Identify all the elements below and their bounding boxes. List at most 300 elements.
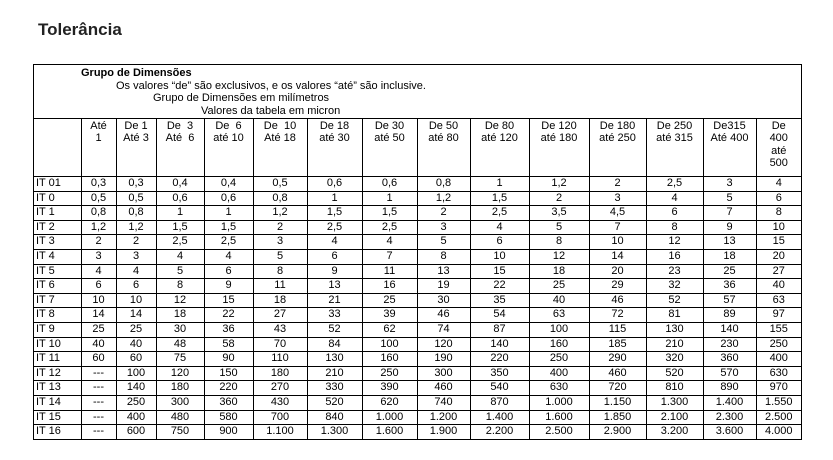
table-cell: 1.900	[417, 425, 470, 440]
table-cell: 390	[362, 381, 417, 396]
header-note-units-micron: Valores da tabela em micron	[201, 104, 341, 117]
column-header	[756, 119, 801, 177]
table-cell: 350	[470, 366, 529, 381]
column-header-line: De 250	[656, 120, 693, 132]
table-cell: 60	[81, 352, 116, 367]
table-cell: 25	[362, 293, 417, 308]
table-cell: 39	[362, 308, 417, 323]
table-cell: 3	[253, 235, 307, 250]
row-label: IT 1	[34, 206, 81, 221]
table-cell: 10	[116, 293, 156, 308]
table-cell: 9	[307, 264, 362, 279]
table-cell: 8	[756, 206, 801, 221]
table-cell: 460	[589, 366, 646, 381]
table-cell: 12	[529, 249, 589, 264]
table-cell: 400	[116, 410, 156, 425]
row-label: IT 2	[34, 220, 81, 235]
table-cell: 20	[756, 249, 801, 264]
table-cell: 21	[307, 293, 362, 308]
column-header-line: Até 6	[165, 132, 195, 145]
table-cell: 580	[204, 410, 253, 425]
column-header-line: até 50	[374, 132, 405, 145]
table-cell: 0,6	[204, 191, 253, 206]
table-cell: 1.000	[362, 410, 417, 425]
table-cell: 18	[529, 264, 589, 279]
table-cell: 810	[646, 381, 703, 396]
table-cell: 20	[589, 264, 646, 279]
column-header-line: até 80	[428, 132, 459, 145]
table-cell: 4	[307, 235, 362, 250]
column-header-line: até 250	[599, 132, 636, 145]
table-cell: 1.000	[529, 395, 589, 410]
table-cell: 1,2	[81, 220, 116, 235]
table-cell: 360	[204, 395, 253, 410]
table-cell: 1,2	[529, 177, 589, 192]
column-header-line: De 180	[599, 120, 636, 132]
table-cell: 25	[116, 322, 156, 337]
table-cell: 2.200	[470, 425, 529, 440]
table-cell: 0,5	[116, 191, 156, 206]
table-cell: 1,2	[116, 220, 156, 235]
table-cell: 2.500	[756, 410, 801, 425]
tolerance-table-frame	[33, 64, 802, 440]
table-cell: 2,5	[204, 235, 253, 250]
column-header-line: De 3	[166, 120, 194, 132]
table-row	[34, 410, 801, 425]
table-cell: 0,4	[156, 177, 204, 192]
table-cell: 40	[756, 279, 801, 294]
column-header	[417, 119, 470, 177]
row-label: IT 4	[34, 249, 81, 264]
row-label: IT 3	[34, 235, 81, 250]
table-cell: 13	[307, 279, 362, 294]
table-cell: 290	[589, 352, 646, 367]
table-cell: 140	[116, 381, 156, 396]
table-cell: 2	[253, 220, 307, 235]
table-cell: 2.500	[529, 425, 589, 440]
table-cell: 630	[756, 366, 801, 381]
table-cell: 46	[417, 308, 470, 323]
column-header-line: De 1	[124, 120, 148, 132]
table-cell: 180	[253, 366, 307, 381]
table-cell: 81	[646, 308, 703, 323]
table-cell: 18	[253, 293, 307, 308]
table-cell: 30	[156, 322, 204, 337]
table-cell: 0,8	[116, 206, 156, 221]
column-header-line: até	[771, 144, 787, 157]
table-cell: 400	[756, 352, 801, 367]
table-cell: 5	[253, 249, 307, 264]
table-cell: 40	[116, 337, 156, 352]
table-cell: 1.850	[589, 410, 646, 425]
table-cell: 7	[362, 249, 417, 264]
table-cell: 6	[116, 279, 156, 294]
table-cell: 2	[81, 235, 116, 250]
table-cell: 140	[703, 322, 756, 337]
table-cell: 1.100	[253, 425, 307, 440]
table-cell: 25	[81, 322, 116, 337]
table-cell: 1	[470, 177, 529, 192]
table-cell: 250	[116, 395, 156, 410]
table-cell: 185	[589, 337, 646, 352]
table-cell: 23	[646, 264, 703, 279]
table-cell: 190	[417, 352, 470, 367]
row-label: IT 8	[34, 308, 81, 323]
table-cell: 3	[703, 177, 756, 192]
table-cell: 1	[204, 206, 253, 221]
table-cell: 0,8	[417, 177, 470, 192]
table-cell: ---	[81, 395, 116, 410]
group-title: Grupo de Dimensões	[81, 67, 192, 79]
table-cell: 74	[417, 322, 470, 337]
table-cell: 2	[589, 177, 646, 192]
table-cell: 570	[703, 366, 756, 381]
column-header	[156, 119, 204, 177]
table-cell: 6	[204, 264, 253, 279]
table-cell: 600	[116, 425, 156, 440]
column-header-line: até 180	[540, 132, 578, 145]
table-cell: 140	[470, 337, 529, 352]
table-cell: 330	[307, 381, 362, 396]
table-cell: 220	[470, 352, 529, 367]
table-cell: 400	[529, 366, 589, 381]
column-header-line: até 315	[656, 132, 693, 145]
table-cell: 54	[470, 308, 529, 323]
column-header-line: De 18	[319, 120, 350, 132]
table-cell: 130	[307, 352, 362, 367]
table-cell: 2,5	[646, 177, 703, 192]
table-cell: 27	[253, 308, 307, 323]
table-cell: 12	[156, 293, 204, 308]
table-cell: 46	[589, 293, 646, 308]
table-cell: 63	[529, 308, 589, 323]
table-cell: 1.600	[529, 410, 589, 425]
column-header-line: De 50	[428, 120, 459, 132]
table-cell: 115	[589, 322, 646, 337]
column-header	[646, 119, 703, 177]
table-cell: 13	[703, 235, 756, 250]
table-cell: 460	[417, 381, 470, 396]
table-cell: 16	[362, 279, 417, 294]
table-row	[34, 177, 801, 192]
table-header-block	[34, 65, 801, 118]
table-cell: 1,5	[362, 206, 417, 221]
table-cell: 3,5	[529, 206, 589, 221]
table-cell: 70	[253, 337, 307, 352]
column-header-line: 1	[95, 132, 102, 145]
column-header-line: De 6	[215, 120, 242, 132]
table-cell: 27	[756, 264, 801, 279]
table-cell: 2,5	[362, 220, 417, 235]
table-cell: 840	[307, 410, 362, 425]
column-header	[116, 119, 156, 177]
column-header-line: De 120	[541, 120, 577, 132]
table-cell: 3.200	[646, 425, 703, 440]
table-cell: 7	[703, 206, 756, 221]
table-cell: 8	[529, 235, 589, 250]
table-cell: 1,5	[204, 220, 253, 235]
table-cell: 2.900	[589, 425, 646, 440]
table-cell: 1.150	[589, 395, 646, 410]
table-row	[34, 293, 801, 308]
table-cell: 8	[646, 220, 703, 235]
table-cell: 360	[703, 352, 756, 367]
table-cell: 210	[646, 337, 703, 352]
table-cell: 33	[307, 308, 362, 323]
table-cell: 84	[307, 337, 362, 352]
table-cell: 480	[156, 410, 204, 425]
table-cell: 150	[204, 366, 253, 381]
table-cell: 2.300	[703, 410, 756, 425]
row-label: IT 9	[34, 322, 81, 337]
column-header-line: Até 3	[123, 132, 149, 145]
table-cell: 1	[307, 191, 362, 206]
table-cell: 15	[204, 293, 253, 308]
table-cell: 1.200	[417, 410, 470, 425]
table-row	[34, 308, 801, 323]
column-header-line: De 80	[484, 120, 515, 132]
table-cell: 0,3	[116, 177, 156, 192]
table-cell: 10	[81, 293, 116, 308]
table-cell: 18	[703, 249, 756, 264]
table-row	[34, 191, 801, 206]
row-label: IT 12	[34, 366, 81, 381]
table-cell: 0,8	[81, 206, 116, 221]
table-cell: 4.000	[756, 425, 801, 440]
header-note-units-mm: Grupo de Dimensões em milímetros	[153, 92, 330, 104]
table-cell: 2,5	[156, 235, 204, 250]
table-cell: 15	[470, 264, 529, 279]
row-label: IT 7	[34, 293, 81, 308]
table-cell: 250	[756, 337, 801, 352]
table-cell: 87	[470, 322, 529, 337]
table-cell: 10	[589, 235, 646, 250]
table-cell: 48	[156, 337, 204, 352]
table-cell: 0,5	[81, 191, 116, 206]
table-row	[34, 352, 801, 367]
table-row	[34, 395, 801, 410]
table-cell: 1.600	[362, 425, 417, 440]
table-cell: 630	[529, 381, 589, 396]
table-cell: 1.400	[470, 410, 529, 425]
table-cell: 3	[417, 220, 470, 235]
table-cell: 1.550	[756, 395, 801, 410]
table-cell: 8	[417, 249, 470, 264]
table-cell: 100	[116, 366, 156, 381]
column-header-line: De 30	[374, 120, 405, 132]
table-cell: 1,2	[417, 191, 470, 206]
table-cell: 4	[81, 264, 116, 279]
table-cell: 520	[646, 366, 703, 381]
column-header-line: 400	[769, 132, 788, 145]
table-cell: 270	[253, 381, 307, 396]
table-cell: 6	[307, 249, 362, 264]
column-header	[307, 119, 362, 177]
table-row	[34, 235, 801, 250]
table-cell: 970	[756, 381, 801, 396]
table-cell: 57	[703, 293, 756, 308]
table-cell: 97	[756, 308, 801, 323]
column-header-line: até 120	[481, 132, 518, 145]
column-header	[204, 119, 253, 177]
table-cell: 870	[470, 395, 529, 410]
table-cell: 72	[589, 308, 646, 323]
table-cell: 3	[589, 191, 646, 206]
tolerance-table	[34, 118, 801, 440]
column-header-line: até 30	[319, 132, 350, 145]
table-cell: 250	[529, 352, 589, 367]
table-cell: 2,5	[307, 220, 362, 235]
table-cell: 4	[116, 264, 156, 279]
column-header-line: 500	[769, 157, 788, 170]
table-cell: 220	[204, 381, 253, 396]
table-cell: 16	[646, 249, 703, 264]
table-cell: 12	[646, 235, 703, 250]
table-cell: 36	[204, 322, 253, 337]
column-header-line: Até	[90, 120, 107, 132]
table-cell: 100	[362, 337, 417, 352]
table-cell: 250	[362, 366, 417, 381]
header-note-exclusive: Os valores “de” são exclusivos, e os valores “até” são inclusive.	[116, 79, 426, 92]
table-cell: 155	[756, 322, 801, 337]
table-cell: 13	[417, 264, 470, 279]
table-row	[34, 279, 801, 294]
row-label: IT 6	[34, 279, 81, 294]
page-title: Tolerância	[38, 20, 122, 39]
table-cell: 52	[307, 322, 362, 337]
table-cell: ---	[81, 410, 116, 425]
table-cell: 3.600	[703, 425, 756, 440]
row-label-header	[34, 119, 81, 177]
table-cell: 2,5	[470, 206, 529, 221]
table-cell: 2	[529, 191, 589, 206]
table-cell: 89	[703, 308, 756, 323]
table-cell: 14	[116, 308, 156, 323]
table-cell: 160	[362, 352, 417, 367]
row-label: IT 5	[34, 264, 81, 279]
table-cell: 5	[417, 235, 470, 250]
table-cell: 1,2	[253, 206, 307, 221]
table-cell: 720	[589, 381, 646, 396]
table-cell: 2	[417, 206, 470, 221]
column-header-line: até 10	[213, 132, 244, 145]
table-cell: 52	[646, 293, 703, 308]
column-header	[529, 119, 589, 177]
table-cell: 230	[703, 337, 756, 352]
row-label: IT 13	[34, 381, 81, 396]
table-cell: 1,5	[307, 206, 362, 221]
table-cell: 14	[589, 249, 646, 264]
table-cell: 25	[703, 264, 756, 279]
column-header-line: Até 18	[264, 132, 296, 145]
table-cell: 11	[362, 264, 417, 279]
table-cell: 75	[156, 352, 204, 367]
table-cell: 300	[417, 366, 470, 381]
table-cell: 29	[589, 279, 646, 294]
column-header-line: Até 400	[710, 132, 749, 145]
table-cell: ---	[81, 381, 116, 396]
table-cell: 700	[253, 410, 307, 425]
column-header-line: De	[771, 120, 786, 132]
table-cell: 2	[116, 235, 156, 250]
table-cell: 0,6	[156, 191, 204, 206]
table-cell: 0,3	[81, 177, 116, 192]
table-cell: 740	[417, 395, 470, 410]
table-cell: 0,6	[307, 177, 362, 192]
table-cell: 0,4	[204, 177, 253, 192]
column-header	[589, 119, 646, 177]
column-header	[253, 119, 307, 177]
column-header	[470, 119, 529, 177]
table-cell: 4,5	[589, 206, 646, 221]
table-cell: 1,5	[156, 220, 204, 235]
row-label: IT 0	[34, 191, 81, 206]
table-cell: 32	[646, 279, 703, 294]
row-label: IT 16	[34, 425, 81, 440]
table-cell: 4	[646, 191, 703, 206]
table-cell: 320	[646, 352, 703, 367]
table-row	[34, 220, 801, 235]
table-cell: 10	[756, 220, 801, 235]
table-cell: 14	[81, 308, 116, 323]
table-cell: 62	[362, 322, 417, 337]
table-cell: 6	[470, 235, 529, 250]
table-cell: 18	[156, 308, 204, 323]
table-cell: 750	[156, 425, 204, 440]
table-cell: 90	[204, 352, 253, 367]
table-cell: 0,5	[253, 177, 307, 192]
table-cell: 180	[156, 381, 204, 396]
table-cell: 4	[156, 249, 204, 264]
table-cell: 5	[529, 220, 589, 235]
table-cell: 7	[589, 220, 646, 235]
table-cell: 0,8	[253, 191, 307, 206]
table-cell: 540	[470, 381, 529, 396]
table-cell: 120	[156, 366, 204, 381]
table-row	[34, 337, 801, 352]
table-cell: 8	[156, 279, 204, 294]
table-cell: 3	[81, 249, 116, 264]
table-cell: 9	[204, 279, 253, 294]
table-body	[34, 177, 801, 440]
table-cell: 900	[204, 425, 253, 440]
table-cell: 9	[703, 220, 756, 235]
table-cell: 6	[646, 206, 703, 221]
column-header	[703, 119, 756, 177]
table-cell: 1.300	[307, 425, 362, 440]
table-cell: 4	[362, 235, 417, 250]
table-cell: 0,6	[362, 177, 417, 192]
table-row	[34, 322, 801, 337]
table-cell: 19	[417, 279, 470, 294]
row-label: IT 10	[34, 337, 81, 352]
column-header-line: De 10	[263, 120, 297, 132]
row-label: IT 15	[34, 410, 81, 425]
table-cell: 300	[156, 395, 204, 410]
table-row	[34, 206, 801, 221]
row-label: IT 01	[34, 177, 81, 192]
table-cell: 15	[756, 235, 801, 250]
table-cell: ---	[81, 425, 116, 440]
column-header	[362, 119, 417, 177]
table-cell: 430	[253, 395, 307, 410]
table-cell: 120	[417, 337, 470, 352]
table-cell: 43	[253, 322, 307, 337]
table-row	[34, 425, 801, 440]
table-cell: 30	[417, 293, 470, 308]
table-cell: 11	[253, 279, 307, 294]
table-cell: 35	[470, 293, 529, 308]
